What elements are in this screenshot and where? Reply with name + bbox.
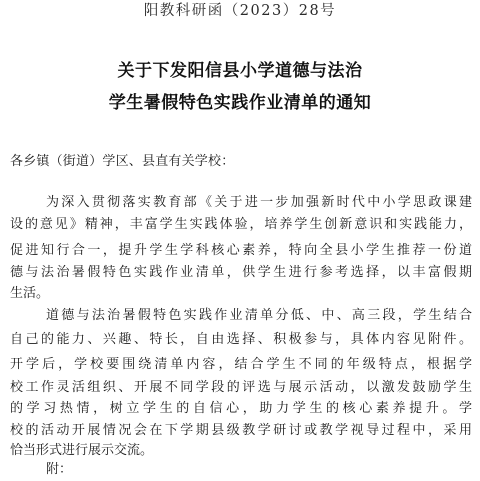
paragraph-2-line-6: 校的活动开展情况会在下学期县级教学研讨或教学视导过程中，采用	[10, 423, 472, 438]
paragraph-2-line-4: 校工作灵活组织、开展不同学段的评选与展示活动，以激发鼓励学生	[10, 380, 472, 395]
paragraph-2-line-5: 的学习热情，树立学生的自信心，助力学生的核心素养提升。学	[10, 401, 472, 416]
document-title-line-2: 学生暑假特色实践作业清单的通知	[108, 93, 372, 113]
paragraph-2-line-2: 自己的能力、兴趣、特长，自由选择、积极参与，具体内容见附件。	[10, 332, 472, 347]
paragraph-1-line-3: 促进知行合一，提升学生学科核心素养，特向全县小学生推荐一份道	[10, 243, 472, 258]
paragraph-1-line-2: 设的意见》精神，丰富学生实践体验，培养学生创新意识和实践能力，	[10, 217, 472, 232]
document-number: 阳教科研函（2023）28号	[143, 3, 337, 19]
attachment-label: 附：	[46, 462, 73, 477]
paragraph-2-line-3: 开学后，学校要围绕清单内容，结合学生不同的年级特点，根据学	[10, 357, 472, 372]
paragraph-2-line-1: 道德与法治暑假特色实践作业清单分低、中、高三段，学生结合	[46, 308, 472, 323]
paragraph-2-line-7: 恰当形式进行展示交流。	[10, 443, 154, 458]
document-title-line-1: 关于下发阳信县小学道德与法治	[117, 61, 363, 81]
paragraph-1-line-5: 生活。	[10, 286, 50, 301]
paragraph-1-line-1: 为深入贯彻落实教育部《关于进一步加强新时代中小学思政课建	[46, 195, 472, 210]
salutation: 各乡镇（街道）学区、县直有关学校：	[10, 154, 235, 169]
paragraph-1-line-4: 德与法治暑假特色实践作业清单，供学生进行参考选择，以丰富假期	[10, 265, 472, 280]
